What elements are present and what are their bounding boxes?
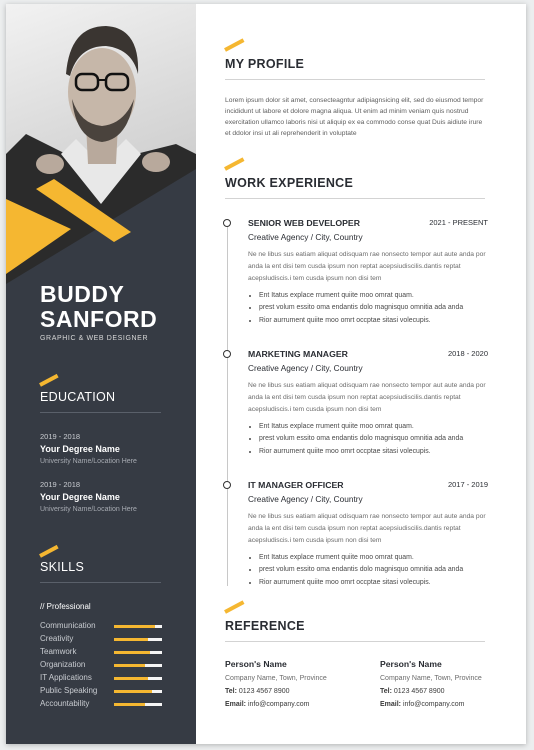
job-bullet: • Ent Itatus explace rrument quiite moo omrat quam.: [259, 421, 499, 433]
job-bullets: [248, 552, 499, 589]
email-label: Email:: [380, 701, 402, 708]
skill-row: [40, 686, 162, 698]
reference-name: Person's Name: [225, 659, 287, 669]
education-entry: [40, 480, 137, 513]
education-accent: [39, 374, 59, 387]
reference-name: Person's Name: [380, 659, 442, 669]
skill-row: [40, 673, 162, 685]
skill-bar: [114, 664, 162, 667]
skills-divider: [40, 582, 161, 583]
first-name: BUDDY: [40, 281, 125, 307]
job-bullet: • prest volum essito oma endantis dolo magnisquo omnitia ada anda: [259, 433, 499, 445]
skill-label: Public Speaking: [40, 686, 98, 695]
email-value: info@company.com: [247, 701, 310, 708]
profile-accent: [224, 38, 244, 51]
timeline-dot: [223, 350, 231, 358]
skill-bar: [114, 703, 162, 706]
skill-label: Organization: [40, 660, 86, 669]
reference-phone: [225, 688, 365, 695]
job-years: 2018 - 2020: [447, 349, 488, 358]
work-divider: [225, 198, 485, 199]
job-title: MARKETING MANAGER: [248, 349, 348, 359]
job-title: IT MANAGER OFFICER: [248, 480, 344, 490]
skill-fill: [114, 677, 148, 680]
job-years: 2017 - 2019: [447, 480, 488, 489]
skill-bar: [114, 625, 162, 628]
reference-email: [380, 701, 520, 708]
job-bullets: [248, 290, 499, 327]
job-bullet: • Rior aurrument quiite moo omrt occptae sitasi volecupis.: [259, 577, 499, 589]
education-degree: Your Degree Name: [40, 492, 120, 502]
skill-label: Teamwork: [40, 647, 77, 656]
education-divider: [40, 412, 161, 413]
job-years: 2021 - PRESENT: [429, 218, 488, 227]
skill-row: [40, 699, 162, 711]
skills-subheading: // Professional: [40, 602, 91, 611]
email-label: Email:: [225, 701, 247, 708]
profile-heading: MY PROFILE: [225, 57, 305, 71]
job-title: SENIOR WEB DEVELOPER: [248, 218, 360, 228]
last-name: SANFORD: [40, 306, 158, 332]
skill-bar: [114, 677, 162, 680]
education-years: 2019 - 2018: [40, 432, 81, 441]
phone-label: Tel:: [225, 688, 237, 695]
skill-row: [40, 634, 162, 646]
job-bullet: • prest volum essito oma endantis dolo magnisquo omnitia ada anda: [259, 302, 499, 314]
work-accent: [224, 157, 244, 170]
reference-heading: REFERENCE: [225, 619, 305, 633]
skill-row: [40, 660, 162, 672]
reference-company: Company Name, Town, Province: [380, 675, 482, 682]
reference-divider: [225, 641, 485, 642]
job-bullet: • Ent Itatus explace rrument quiite moo omrat quam.: [259, 552, 499, 564]
job-bullet: • Ent Itatus explace rrument quiite moo omrat quam.: [259, 290, 499, 302]
work-heading: WORK EXPERIENCE: [225, 176, 354, 190]
skill-bar: [114, 690, 162, 693]
skill-fill: [114, 638, 148, 641]
skill-row: [40, 647, 162, 659]
candidate-role: GRAPHIC & WEB DESIGNER: [40, 335, 149, 342]
reference-phone: [380, 688, 520, 695]
skill-fill: [114, 625, 155, 628]
job-description: Ne ne libus sus eatiam aliquat odisquam rae nonsecto tempor aut aute anda por anda la ent disi tem cusda ipsum non reptat acepsiudiscilis.dantis reptat acepsludiscis.i tem cusda ipsum non disi tem: [248, 513, 486, 544]
skills-heading: SKILLS: [40, 560, 85, 574]
candidate-name: [40, 282, 157, 332]
skill-label: IT Applications: [40, 673, 92, 682]
skill-fill: [114, 651, 150, 654]
skills-accent: [39, 545, 59, 558]
skill-bar: [114, 638, 162, 641]
email-value: info@company.com: [402, 701, 465, 708]
job-bullets: [248, 421, 499, 458]
job-description: Ne ne libus sus eatiam aliquat odisquam rae nonsecto tempor aut aute anda por anda la ent disi tem cusda ipsum non reptat acepsiudiscilis.dantis reptat acepsludiscis.i tem cusda ipsum non disi tem: [248, 251, 486, 282]
skill-bar: [114, 651, 162, 654]
education-years: 2019 - 2018: [40, 480, 81, 489]
job-entry: [220, 218, 488, 338]
job-company: Creative Agency / City, Country: [248, 232, 363, 242]
job-bullet: • Rior aurrument quiite moo omrt occptae sitasi volecupis.: [259, 315, 499, 327]
resume-sheet: [6, 4, 526, 744]
skill-label: Communication: [40, 621, 96, 630]
skill-label: Accountability: [40, 699, 90, 708]
profile-text: Lorem ipsum dolor sit amet, consecteagntur adipiagnsicing elit, sed do eiusmod tempor incididunt ut labore et dolore magna aliqua. Ut enim ad minim veniam quis nostrud exercitation ullamco laboris nisi ut aliquip ex ea commodo conse quat Duis aidiute irure et ddolor insi ut ali reprehenderit in voluptate: [225, 97, 484, 137]
skill-label: Creativity: [40, 634, 74, 643]
education-entry: [40, 432, 137, 465]
education-degree: Your Degree Name: [40, 444, 120, 454]
job-description: Ne ne libus sus eatiam aliquat odisquam rae nonsecto tempor aut aute anda por anda la ent disi tem cusda ipsum non reptat acepsiudiscilis.dantis reptat acepsludiscis.i tem cusda ipsum non disi tem: [248, 382, 486, 413]
reference-person: [380, 659, 520, 708]
timeline-dot: [223, 481, 231, 489]
job-entry: [220, 480, 488, 600]
skill-fill: [114, 703, 145, 706]
reference-accent: [224, 600, 244, 613]
timeline-dot: [223, 219, 231, 227]
job-company: Creative Agency / City, Country: [248, 494, 363, 504]
job-bullet: • prest volum essito oma endantis dolo magnisquo omnitia ada anda: [259, 564, 499, 576]
reference-company: Company Name, Town, Province: [225, 675, 327, 682]
decorative-shapes: [6, 4, 196, 284]
reference-person: [225, 659, 365, 708]
skill-row: [40, 621, 162, 633]
profile-divider: [225, 79, 485, 80]
phone-value: 0123 4567 8900: [238, 688, 290, 695]
education-place: University Name/Location Here: [40, 506, 137, 513]
sidebar: [6, 4, 196, 744]
phone-label: Tel:: [380, 688, 392, 695]
job-entry: [220, 349, 488, 469]
profile-photo: [6, 4, 196, 284]
skill-fill: [114, 690, 152, 693]
job-bullet: • Rior aurrument quiite moo omrt occptae sitasi volecupis.: [259, 446, 499, 458]
skill-fill: [114, 664, 145, 667]
education-place: University Name/Location Here: [40, 458, 137, 465]
reference-email: [225, 701, 365, 708]
phone-value: 0123 4567 8900: [393, 688, 445, 695]
job-company: Creative Agency / City, Country: [248, 363, 363, 373]
education-heading: EDUCATION: [40, 390, 116, 404]
